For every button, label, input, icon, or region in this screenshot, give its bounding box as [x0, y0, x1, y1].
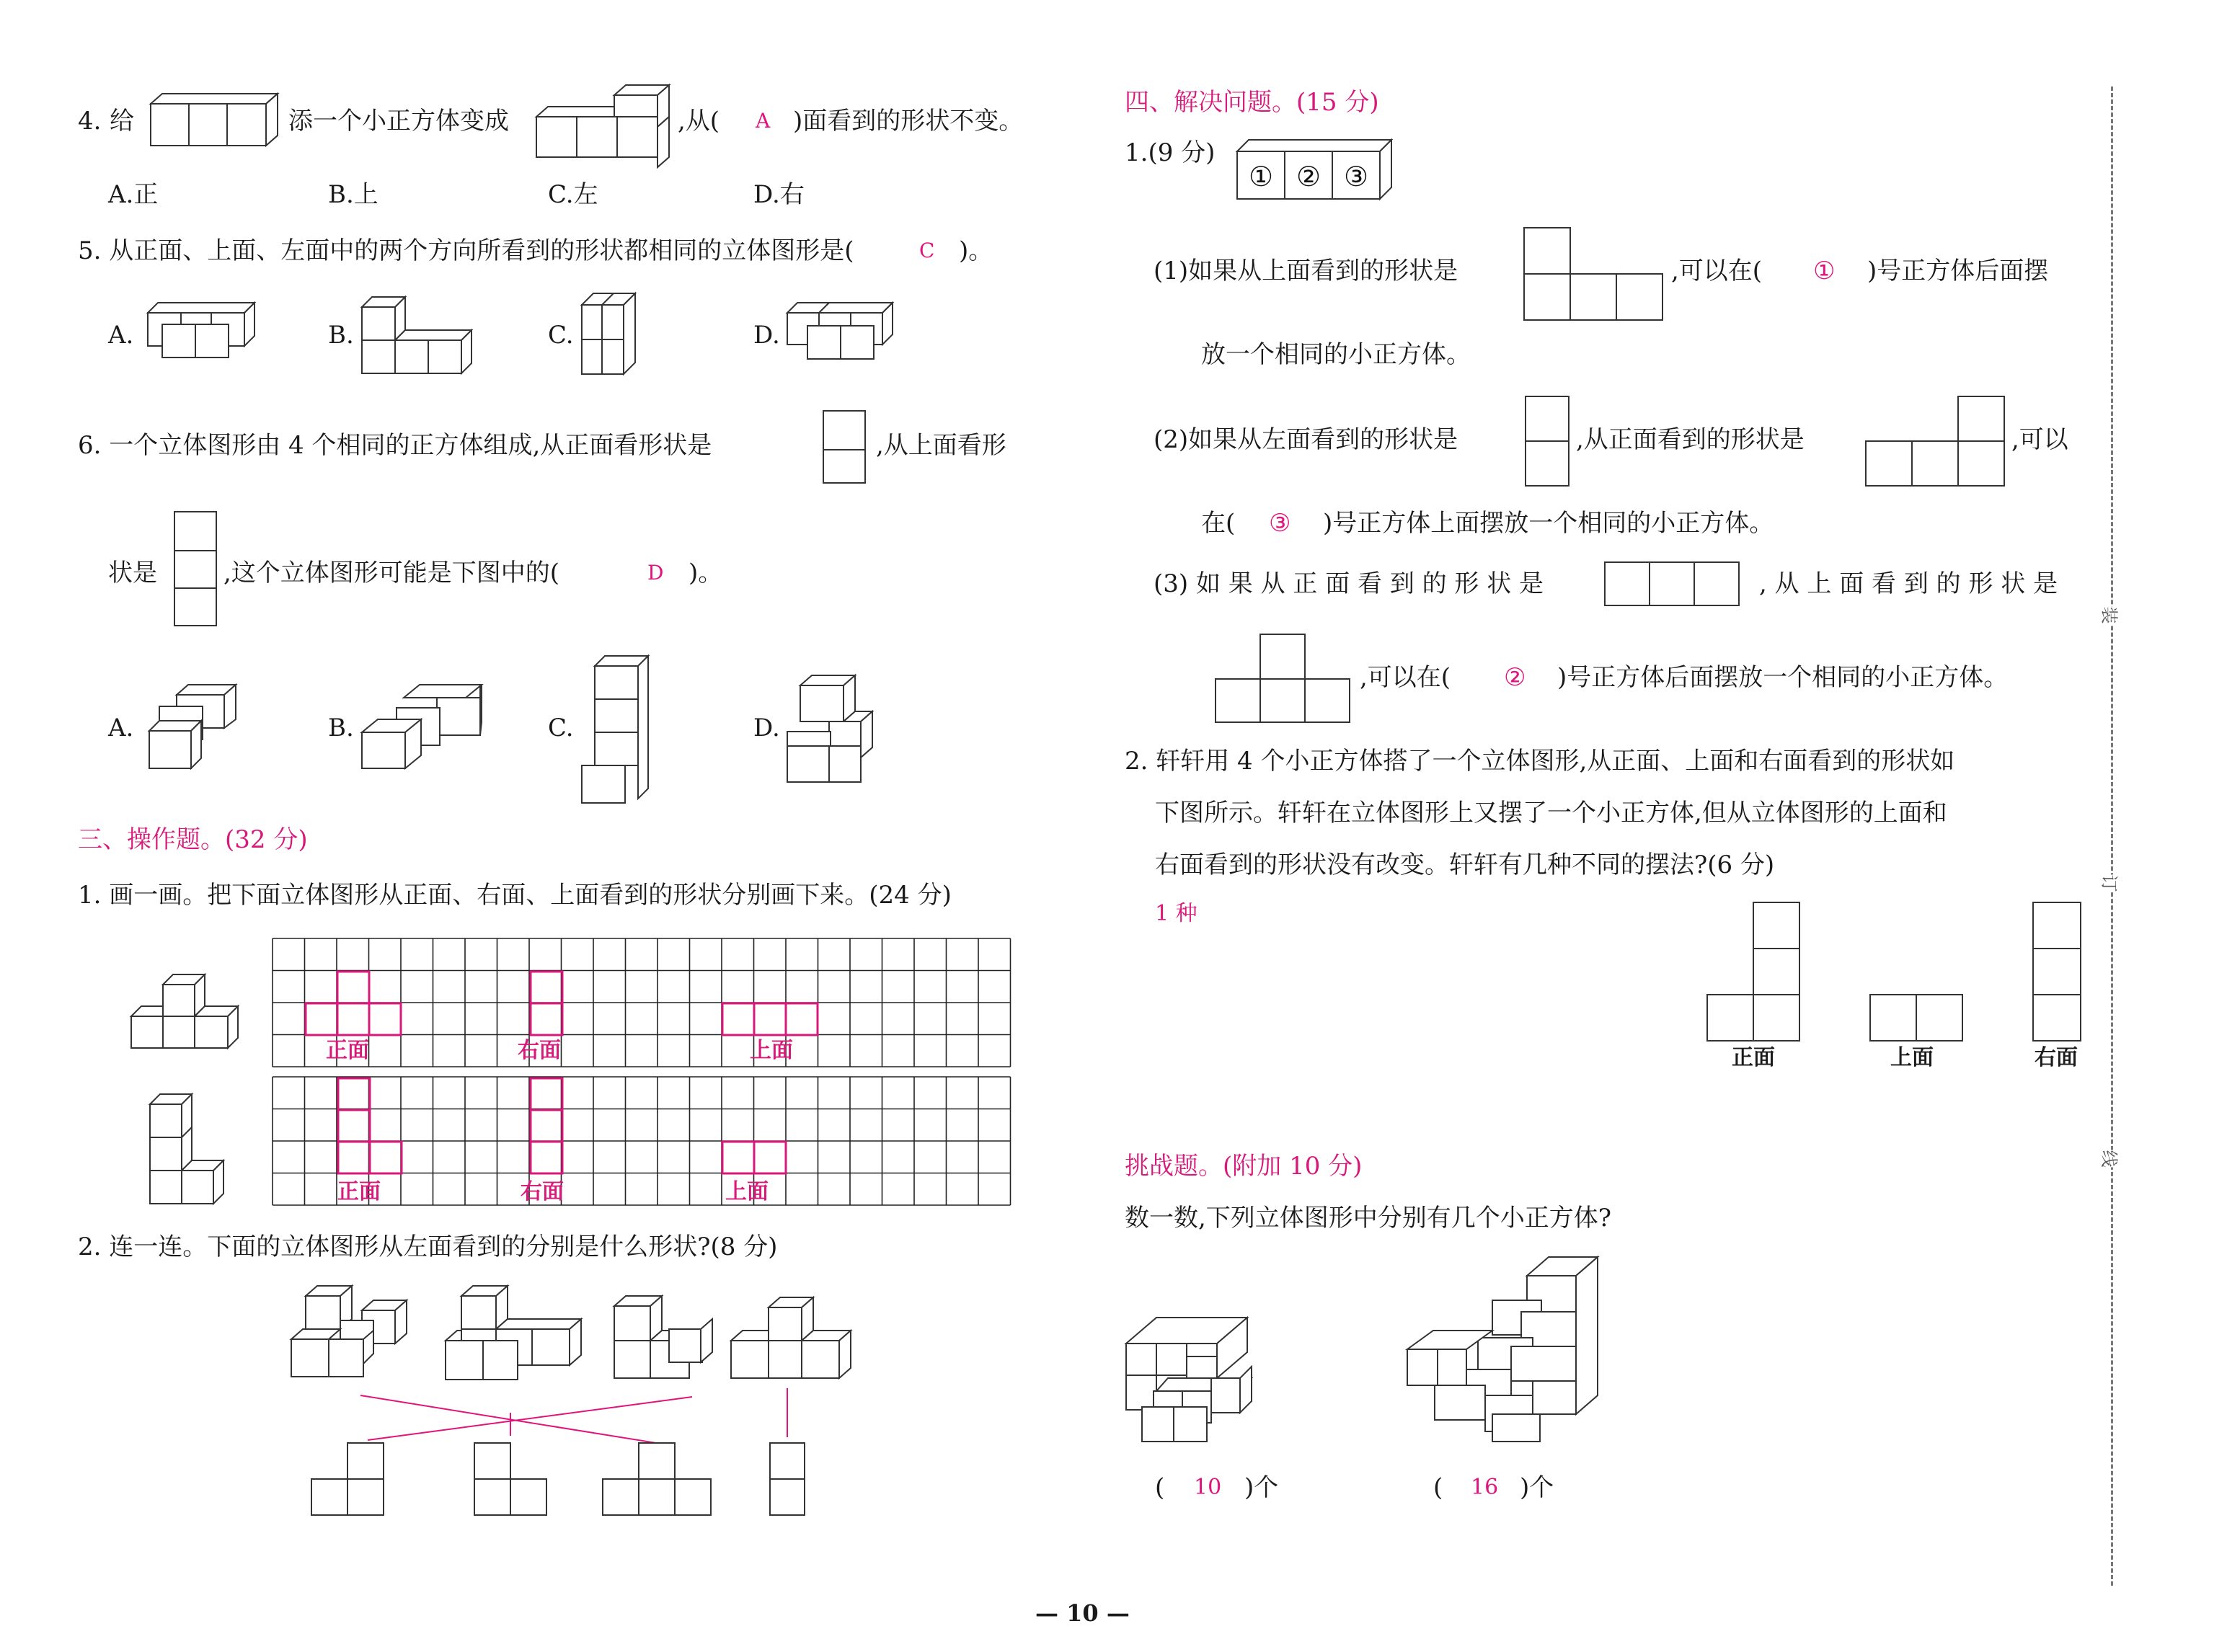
- sec4-q2-label-right: 右面: [2035, 1045, 2078, 1070]
- sec4-p3-top-view: [1213, 631, 1354, 725]
- q6-text-a: 6. 一个立体图形由 4 个相同的正方体组成,从正面看形状是: [78, 431, 712, 460]
- sec4-q2-label-front: 正面: [1732, 1045, 1775, 1070]
- sec4-q1-cube-row: [1234, 138, 1400, 203]
- sec3-label-front-1: 正面: [326, 1038, 369, 1063]
- sec4-p2-answer: ③: [1269, 509, 1291, 538]
- sec4-p1-d: 放一个相同的小正方体。: [1201, 340, 1471, 369]
- q6-text-c: 状是: [108, 559, 157, 587]
- q5-figure-b: [360, 296, 483, 375]
- q4-option-a: A.正: [108, 180, 159, 209]
- q5-option-d: D.: [753, 321, 780, 350]
- sec4-p3-a: (3) 如 果 从 正 面 看 到 的 形 状 是: [1154, 569, 1544, 598]
- sec4-q2-right-view: [2032, 900, 2084, 1044]
- binding-char-2: 订: [2099, 875, 2124, 892]
- sec4-q2-top-view: [1869, 993, 1965, 1044]
- q6-figure-b: [360, 685, 490, 771]
- q6-figure-d: [786, 674, 880, 789]
- q4-option-d: D.右: [753, 180, 805, 209]
- sec4-q2-answer: 1 种: [1155, 901, 1197, 926]
- sec3-q2-matching-lines: [360, 1384, 793, 1456]
- q5-figure-d: [786, 303, 901, 368]
- sec4-p1-c: )号正方体后面摆: [1867, 257, 2049, 285]
- binding-dashed-line: [2111, 86, 2113, 1586]
- challenge-unit-2: )个: [1520, 1473, 1554, 1502]
- sec3-answer-right-2: [528, 1077, 571, 1175]
- section-4-title: 四、解决问题。(15 分): [1125, 88, 1379, 117]
- sec3-answer-right-1: [528, 970, 571, 1036]
- q5-text-b: )。: [959, 236, 993, 265]
- sec3-q2-text: 2. 连一连。下面的立体图形从左面看到的分别是什么形状?(8 分): [78, 1233, 778, 1261]
- sec3-label-front-2: 正面: [337, 1179, 381, 1204]
- sec3-q1-figure-2: [144, 1094, 231, 1209]
- q4-option-b: B.上: [328, 180, 378, 209]
- sec4-q2-line3: 右面看到的形状没有改变。轩轩有几种不同的摆法?(6 分): [1155, 851, 1775, 879]
- sec4-p2-a: (2)如果从左面看到的形状是: [1154, 425, 1458, 454]
- q5-text-a: 5. 从正面、上面、左面中的两个方向所看到的形状都相同的立体图形是(: [78, 236, 854, 265]
- q6-figure-c: [580, 656, 652, 807]
- sec3-q2-solid-3: [607, 1294, 722, 1395]
- q4-figure-b: [533, 85, 678, 157]
- q6-text-b: ,从上面看形: [876, 431, 1006, 460]
- sec4-p3-answer: ②: [1504, 663, 1526, 692]
- sec4-p2-b: ,从正面看到的形状是: [1576, 425, 1805, 454]
- sec4-p2-e: )号正方体上面摆放一个相同的小正方体。: [1323, 509, 1774, 538]
- circle-label-2: ②: [1296, 161, 1321, 192]
- binding-char-1: 装: [2099, 607, 2124, 624]
- sec3-q2-solid-2: [444, 1284, 588, 1393]
- challenge-answer-1: 10: [1194, 1475, 1222, 1500]
- q4-suffix-b: )面看到的形状不变。: [793, 107, 1024, 136]
- sec4-p3-front-view: [1602, 559, 1743, 608]
- sec4-q2-line2: 下图所示。轩轩在立体图形上又摆了一个小正方体,但从立体图形的上面和: [1155, 799, 1947, 827]
- q6-front-view: [822, 409, 872, 489]
- q6-option-b: B.: [328, 714, 354, 742]
- q5-figure-c: [580, 292, 645, 386]
- sec4-p1-b: ,可以在(: [1671, 257, 1763, 285]
- page-number: — 10 —: [1035, 1599, 1130, 1627]
- sec3-q2-shape-2: [473, 1442, 559, 1521]
- sec3-q2-shape-1: [310, 1442, 397, 1521]
- sec3-label-top-1: 上面: [750, 1038, 793, 1063]
- challenge-solid-1: [1125, 1312, 1298, 1456]
- q6-answer: D: [647, 561, 664, 585]
- q4-option-c: C.左: [548, 180, 598, 209]
- q4-number: 4.: [78, 107, 102, 136]
- q6-top-view: [173, 510, 223, 633]
- q5-figure-a: [141, 303, 263, 368]
- q6-option-a: A.: [108, 714, 134, 742]
- q4-suffix-a: ,从(: [678, 107, 720, 136]
- q6-text-d: ,这个立体图形可能是下图中的(: [223, 559, 560, 587]
- sec4-q2-front-view: [1706, 900, 1802, 1044]
- q5-option-b: B.: [328, 321, 354, 350]
- q4-prefix: 给: [110, 107, 134, 136]
- sec3-q1-text: 1. 画一画。把下面立体图形从正面、右面、上面看到的形状分别画下来。(24 分): [78, 881, 952, 910]
- section-3-title: 三、操作题。(32 分): [78, 825, 308, 854]
- q4-figure-a: [141, 94, 285, 151]
- sec3-q2-solid-4: [730, 1294, 859, 1395]
- sec4-p3-b: , 从 上 面 看 到 的 形 状 是: [1759, 569, 2058, 598]
- sec3-answer-top-1: [720, 1002, 822, 1036]
- sec3-q2-shape-3: [601, 1442, 717, 1521]
- sec3-answer-top-2: [720, 1140, 792, 1175]
- sec4-p1-answer: ①: [1813, 257, 1836, 285]
- q6-text-e: )。: [689, 559, 723, 587]
- q5-answer: C: [919, 239, 935, 262]
- sec3-q2-solid-1: [290, 1284, 420, 1393]
- challenge-answer-2: 16: [1471, 1475, 1499, 1500]
- q5-option-a: A.: [108, 321, 134, 350]
- sec3-label-right-2: 右面: [521, 1179, 564, 1204]
- sec3-q2-shape-4: [769, 1442, 812, 1521]
- sec4-p2-d: 在(: [1201, 509, 1236, 538]
- sec4-q2-line1: 2. 轩轩用 4 个小正方体搭了一个立体图形,从正面、上面和右面看到的形状如: [1125, 747, 1955, 776]
- sec4-q2-label-top: 上面: [1890, 1045, 1934, 1070]
- challenge-title: 挑战题。(附加 10 分): [1125, 1152, 1363, 1181]
- q4-answer: A: [756, 109, 771, 133]
- sec3-label-right-1: 右面: [518, 1038, 561, 1063]
- sec3-q1-figure-1: [130, 974, 252, 1054]
- challenge-paren-1: (: [1155, 1473, 1165, 1502]
- challenge-unit-1: )个: [1244, 1473, 1279, 1502]
- q6-option-c: C.: [548, 714, 574, 742]
- sec3-answer-front-2: [335, 1077, 407, 1175]
- sec4-p2-front-view: [1863, 394, 2007, 490]
- challenge-paren-2: (: [1433, 1473, 1443, 1502]
- sec4-p3-d: )号正方体后面摆放一个相同的小正方体。: [1557, 663, 2009, 692]
- challenge-solid-2: [1406, 1254, 1608, 1456]
- q6-option-d: D.: [753, 714, 780, 742]
- challenge-question: 数一数,下列立体图形中分别有几个小正方体?: [1125, 1204, 1612, 1233]
- q5-option-c: C.: [548, 321, 574, 350]
- sec4-p1-top-view: [1521, 225, 1665, 323]
- q4-middle: 添一个小正方体变成: [288, 107, 509, 136]
- sec4-q1-label: 1.(9 分): [1125, 138, 1216, 167]
- sec4-p2-c: ,可以: [2011, 425, 2068, 454]
- binding-char-3: 线: [2099, 1150, 2124, 1168]
- circle-label-3: ③: [1343, 161, 1369, 192]
- circle-label-1: ①: [1248, 161, 1274, 192]
- sec4-p1-a: (1)如果从上面看到的形状是: [1154, 257, 1458, 285]
- sec3-answer-front-1: [303, 970, 404, 1036]
- q6-figure-a: [148, 685, 242, 771]
- sec4-p3-c: ,可以在(: [1360, 663, 1451, 692]
- sec4-p2-left-view: [1523, 394, 1573, 490]
- sec3-label-top-2: 上面: [725, 1179, 769, 1204]
